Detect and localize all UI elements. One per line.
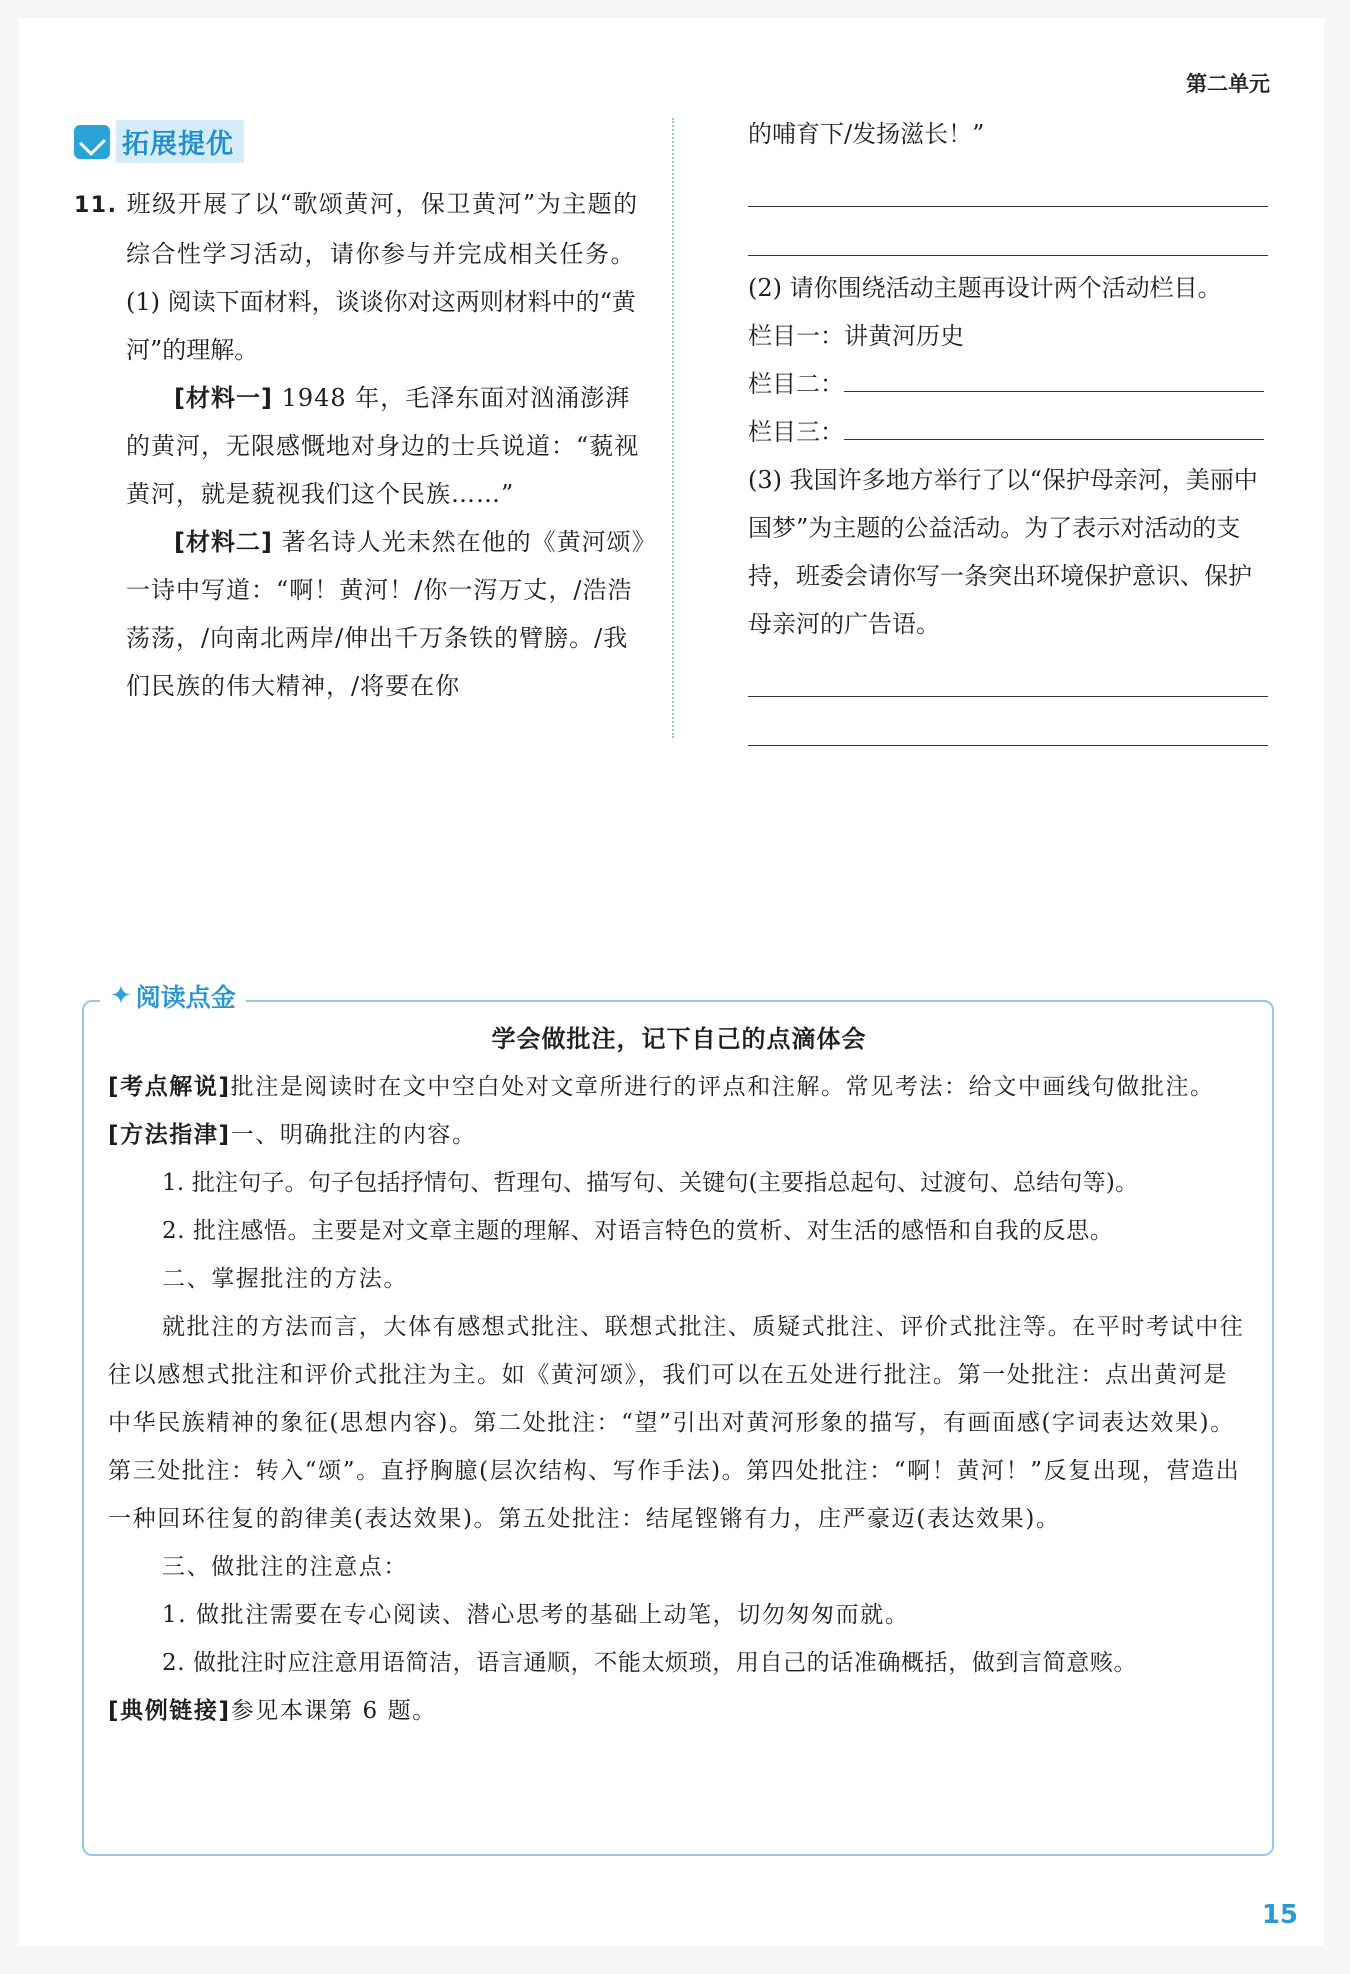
section-header	[74, 120, 244, 163]
part-1-prompt: (1) 阅读下面材料，谈谈你对这两则材料中的“黄河”的理解。	[126, 288, 636, 364]
answer-blank[interactable]	[844, 361, 1264, 392]
part-2-prompt: (2) 请你围绕活动主题再设计两个活动栏目。	[748, 274, 1222, 302]
question-stem: 11. 班级开展了以“歌颂黄河，保卫黄河”为主题的综合性学习活动，请你参与并完成相关任务。	[74, 190, 639, 268]
exam-point-tag: [考点解说]	[108, 1074, 231, 1100]
reading-tips-content	[108, 1015, 1250, 1735]
method-heading-3: 三、做批注的注意点：	[162, 1554, 408, 1580]
reading-title: 学会做批注，记下自己的点滴体会	[491, 1025, 867, 1053]
unit-header: 第二单元	[1186, 72, 1270, 96]
material-2-continued: 的哺育下/发扬滋长！”	[748, 120, 985, 148]
sparkle-icon: ✦	[110, 981, 132, 1011]
note-item-2: 2. 做批注时应注意用语简洁，语言通顺，不能太烦琐，用自己的话准确概括，做到言简意赅。	[162, 1650, 1138, 1676]
question-11-right	[748, 110, 1268, 746]
example-link-tag: [典例链接]	[108, 1698, 231, 1724]
part-3-prompt: (3) 我国许多地方举行了以“保护母亲河，美丽中国梦”为主题的公益活动。为了表示对活动的支持，班委会请你写一条突出环境保护意识、保护母亲河的广告语。	[748, 466, 1258, 638]
question-11-left	[74, 180, 649, 710]
answer-line[interactable]	[748, 207, 1268, 256]
method-guide: [方法指津]一、明确批注的内容。	[108, 1122, 477, 1148]
method-item-2: 2. 批注感悟。主要是对文章主题的理解、对语言特色的赏析、对生活的感悟和自我的反思。	[162, 1218, 1114, 1244]
answer-blank[interactable]	[844, 409, 1264, 440]
exam-point: [考点解说]批注是阅读时在文中空白处对文章所进行的评点和注解。常见考法：给文中画线句做批注。	[108, 1074, 1215, 1100]
column-2: 栏目二：	[748, 360, 1268, 408]
page-number: 15	[1261, 1900, 1298, 1930]
method-guide-tag: [方法指津]	[108, 1122, 231, 1148]
section-title: 拓展提优	[116, 120, 244, 163]
material-2: [材料二] 著名诗人光未然在他的《黄河颂》一诗中写道：“啊！黄河！/你一泻万丈，/浩浩荡荡，/向南北两岸/伸出千万条铁的臂膀。/我们民族的伟大精神，/将要在你	[126, 528, 645, 700]
method-heading-2: 二、掌握批注的方法。	[162, 1266, 408, 1292]
question-number: 11.	[74, 193, 118, 218]
column-1: 栏目一：讲黄河历史	[748, 322, 964, 350]
method-paragraph: 就批注的方法而言，大体有感想式批注、联想式批注、质疑式批注、评价式批注等。在平时考试中往往以感想式批注和评价式批注为主。如《黄河颂》，我们可以在五处进行批注。第一处批注：点出黄河是中华民族精神的象征(思想内容)。第二处批注：“望”引出对黄河形象的描写，有画面感(字词表达效果)。第三处批注：转入“颂”。直抒胸臆(层次结构、写作手法)。第四处批注：“啊！黄河！”反复出现，营造出一种回环往复的韵律美(表达效果)。第五处批注：结尾铿锵有力，庄严豪迈(表达效果)。	[108, 1314, 1245, 1532]
method-item-1: 1. 批注句子。句子包括抒情句、哲理句、描写句、关键句(主要指总起句、过渡句、总结句等)。	[162, 1170, 1139, 1196]
reading-tips-label: ✦ 阅读点金	[100, 978, 246, 1014]
note-item-1: 1. 做批注需要在专心阅读、潜心思考的基础上动笔，切勿匆匆而就。	[162, 1602, 910, 1628]
edit-check-icon	[74, 125, 110, 159]
answer-line[interactable]	[748, 158, 1268, 207]
answer-line[interactable]	[748, 697, 1268, 746]
material-1: [材料一] 1948 年，毛泽东面对汹涌澎湃的黄河，无限感慨地对身边的士兵说道：“藐视黄河，就是藐视我们这个民族……”	[126, 384, 640, 508]
column-divider	[672, 118, 674, 738]
material-1-tag: [材料一]	[174, 384, 273, 412]
answer-line[interactable]	[748, 648, 1268, 697]
column-3: 栏目三：	[748, 408, 1268, 456]
example-link: [典例链接]参见本课第 6 题。	[108, 1698, 437, 1724]
material-2-tag: [材料二]	[174, 528, 273, 556]
